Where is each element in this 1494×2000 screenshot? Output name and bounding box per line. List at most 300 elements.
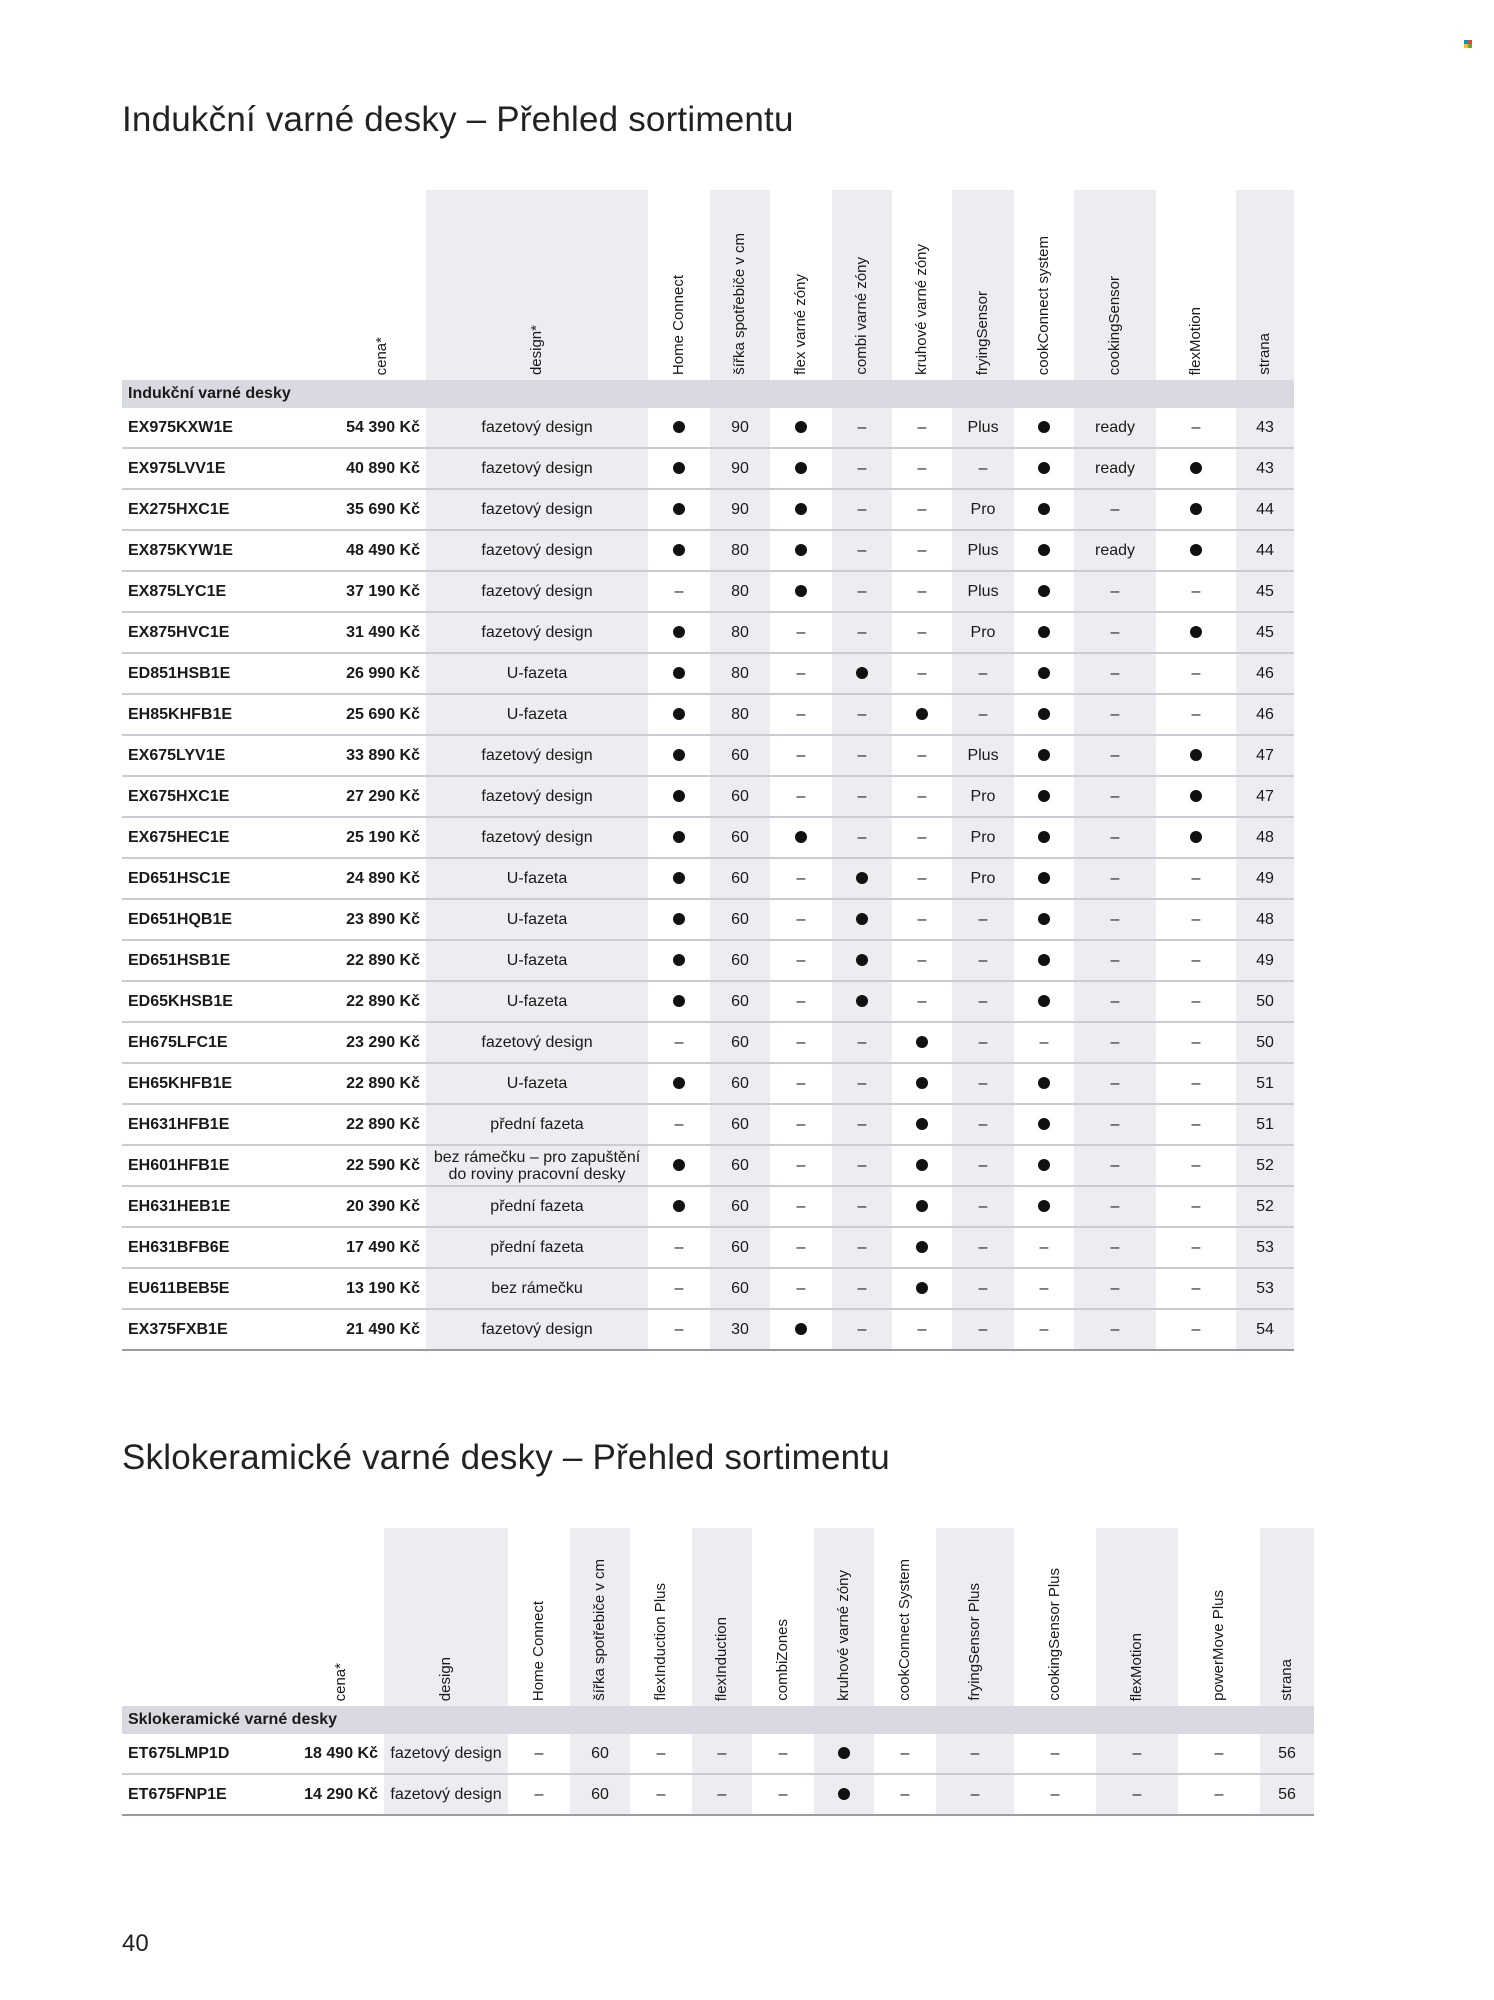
value-cell: 50 [1236,1022,1294,1063]
value-cell: – [1156,408,1236,448]
model-cell: EH601HFB1E [122,1145,338,1186]
value-cell: 60 [710,1145,770,1186]
model-cell: EX875KYW1E [122,530,338,571]
price-cell: 23 890 Kč [338,899,426,940]
design-cell: fazetový design [426,489,648,530]
price-cell: 22 890 Kč [338,1063,426,1104]
price-cell: 22 590 Kč [338,1145,426,1186]
value-cell: – [1156,653,1236,694]
value-cell: – [1074,694,1156,735]
value-cell: – [1074,612,1156,653]
value-cell: 48 [1236,817,1294,858]
table-row [122,981,1294,1022]
bullet-icon [1038,544,1050,556]
header-price: cena* [332,1662,349,1701]
value-cell: 44 [1236,489,1294,530]
table-row [122,1022,1294,1063]
value-cell: – [1178,1774,1260,1815]
section-label: Sklokeramické varné desky [122,1706,1314,1734]
design-cell: fazetový design [426,1022,648,1063]
bullet-icon [1038,462,1050,474]
value-cell: – [832,776,892,817]
value-cell [1014,735,1074,776]
price-cell: 20 390 Kč [338,1186,426,1227]
table-row [122,408,1294,448]
bullet-icon [1038,872,1050,884]
value-cell [1156,612,1236,653]
value-cell: – [892,530,952,571]
value-cell: – [952,940,1014,981]
price-cell: 25 190 Kč [338,817,426,858]
price-cell: 26 990 Kč [338,653,426,694]
value-cell [1014,408,1074,448]
header-combi-zones: combi varné zóny [832,190,892,380]
value-cell: 60 [710,735,770,776]
bullet-icon [673,544,685,556]
bullet-icon [1190,790,1202,802]
price-cell: 25 690 Kč [338,694,426,735]
value-cell [648,448,710,489]
value-cell [892,694,952,735]
value-cell: – [952,653,1014,694]
value-cell [1014,612,1074,653]
value-cell: – [770,653,832,694]
value-cell: – [770,694,832,735]
header-price: cena* [373,336,390,375]
value-cell: – [952,1104,1014,1145]
value-cell: 60 [710,1186,770,1227]
bullet-icon [673,1159,685,1171]
design-cell: fazetový design [426,408,648,448]
value-cell: – [508,1774,570,1815]
model-cell: ED851HSB1E [122,653,338,694]
value-cell: – [770,1104,832,1145]
value-cell: – [752,1734,814,1774]
value-cell: 60 [710,817,770,858]
value-cell [1014,1104,1074,1145]
header-page: strana [1260,1528,1314,1706]
model-cell: EH675LFC1E [122,1022,338,1063]
table-row [122,1145,1294,1186]
bullet-icon [1190,831,1202,843]
value-cell: – [1156,1268,1236,1309]
header-cookconnect: cookConnect system [1035,235,1052,375]
bullet-icon [1038,1200,1050,1212]
value-cell: 47 [1236,776,1294,817]
value-cell: – [832,817,892,858]
price-cell: 22 890 Kč [338,981,426,1022]
induction-section-row [122,380,1294,408]
value-cell: – [1156,1145,1236,1186]
value-cell: Plus [952,408,1014,448]
value-cell [1156,448,1236,489]
value-cell: – [1074,1104,1156,1145]
value-cell: – [832,612,892,653]
value-cell [1156,776,1236,817]
value-cell: 46 [1236,694,1294,735]
value-cell: – [952,448,1014,489]
value-cell [770,530,832,571]
bullet-icon [673,1077,685,1089]
value-cell: – [952,1268,1014,1309]
value-cell: – [892,858,952,899]
value-cell: 43 [1236,448,1294,489]
section-label: Indukční varné desky [122,380,1294,408]
value-cell: – [892,489,952,530]
bullet-icon [1038,708,1050,720]
value-cell: 51 [1236,1104,1294,1145]
table-row [122,1734,1314,1774]
bullet-icon [1038,585,1050,597]
value-cell [892,1145,952,1186]
value-cell: 43 [1236,408,1294,448]
value-cell: 51 [1236,1063,1294,1104]
price-cell: 40 890 Kč [338,448,426,489]
value-cell [892,1022,952,1063]
bullet-icon [1038,667,1050,679]
value-cell: – [1178,1734,1260,1774]
value-cell: 53 [1236,1268,1294,1309]
value-cell: – [1074,489,1156,530]
bullet-icon [673,790,685,802]
value-cell: – [770,735,832,776]
value-cell [648,1186,710,1227]
bullet-icon [1190,544,1202,556]
model-cell: EX675HEC1E [122,817,338,858]
bullet-icon [795,503,807,515]
table-row [122,1309,1294,1350]
header-flexinduction-plus: flexInduction Plus [652,1583,669,1701]
value-cell [648,981,710,1022]
value-cell: 80 [710,694,770,735]
value-cell: 49 [1236,940,1294,981]
value-cell: – [1014,1268,1074,1309]
model-cell: ED651HSB1E [122,940,338,981]
value-cell: 46 [1236,653,1294,694]
design-cell: U-fazeta [426,940,648,981]
table-row [122,817,1294,858]
value-cell: 80 [710,653,770,694]
value-cell: – [1156,858,1236,899]
value-cell: – [1156,940,1236,981]
bullet-icon [856,667,868,679]
value-cell: – [832,448,892,489]
value-cell [892,1268,952,1309]
value-cell: – [832,571,892,612]
value-cell: – [892,776,952,817]
bullet-icon [673,503,685,515]
header-model [122,190,338,380]
value-cell [832,653,892,694]
value-cell: – [952,981,1014,1022]
bullet-icon [1038,503,1050,515]
value-cell: 80 [710,571,770,612]
value-cell [892,1104,952,1145]
value-cell [648,776,710,817]
value-cell [648,858,710,899]
value-cell [1014,776,1074,817]
model-cell: EH65KHFB1E [122,1063,338,1104]
bullet-icon [916,708,928,720]
value-cell: 48 [1236,899,1294,940]
value-cell: – [952,1309,1014,1350]
bullet-icon [856,872,868,884]
value-cell: 80 [710,612,770,653]
value-cell [1014,981,1074,1022]
header-flexmotion: flexMotion [1096,1528,1178,1706]
ceramic-table [122,1528,1314,1816]
value-cell: Plus [952,571,1014,612]
price-cell: 17 490 Kč [338,1227,426,1268]
value-cell: 52 [1236,1145,1294,1186]
value-cell: 50 [1236,981,1294,1022]
value-cell: – [770,981,832,1022]
value-cell: – [1156,899,1236,940]
brand-logo-icon [1464,40,1472,48]
value-cell: – [1156,571,1236,612]
bullet-icon [916,1282,928,1294]
value-cell [1014,858,1074,899]
value-cell: – [832,1145,892,1186]
value-cell: – [1074,940,1156,981]
value-cell: – [508,1734,570,1774]
price-cell: 14 290 Kč [298,1774,384,1815]
value-cell: – [1074,1186,1156,1227]
model-cell: ET675LMP1D [122,1734,298,1774]
bullet-icon [856,913,868,925]
bullet-icon [1038,1159,1050,1171]
header-round-zones: kruhové varné zóny [814,1528,874,1706]
value-cell: – [952,694,1014,735]
bullet-icon [795,462,807,474]
value-cell [1156,735,1236,776]
header-flex-zones: flex varné zóny [792,274,809,375]
model-cell: EX975KXW1E [122,408,338,448]
bullet-icon [673,831,685,843]
value-cell [1014,899,1074,940]
header-cookconnect: cookConnect System [896,1559,913,1701]
induction-header-row [122,190,1294,380]
value-cell: – [648,1309,710,1350]
value-cell: – [1074,1268,1156,1309]
design-cell: fazetový design [384,1774,508,1815]
value-cell [1014,653,1074,694]
price-cell: 23 290 Kč [338,1022,426,1063]
value-cell: – [770,1227,832,1268]
value-cell: – [1156,1227,1236,1268]
value-cell: 60 [710,1022,770,1063]
bullet-icon [673,913,685,925]
value-cell [1014,940,1074,981]
bullet-icon [1038,913,1050,925]
price-cell: 48 490 Kč [338,530,426,571]
table-row [122,653,1294,694]
value-cell: – [1074,1022,1156,1063]
value-cell: – [952,899,1014,940]
bullet-icon [916,1241,928,1253]
model-cell: EU611BEB5E [122,1268,338,1309]
value-cell [648,1063,710,1104]
header-width: šířka spotřebiče v cm [570,1528,630,1706]
header-home-connect: Home Connect [530,1600,547,1701]
value-cell [1014,817,1074,858]
value-cell: – [952,1227,1014,1268]
value-cell: – [832,1309,892,1350]
design-cell: fazetový design [426,735,648,776]
value-cell: – [770,1022,832,1063]
value-cell: – [1074,1063,1156,1104]
design-cell: fazetový design [426,612,648,653]
design-cell: U-fazeta [426,1063,648,1104]
model-cell: ED651HSC1E [122,858,338,899]
value-cell [892,1227,952,1268]
design-cell: přední fazeta [426,1227,648,1268]
bullet-icon [838,1747,850,1759]
ceramic-header-row [122,1528,1314,1706]
price-cell: 22 890 Kč [338,1104,426,1145]
bullet-icon [856,995,868,1007]
value-cell: 56 [1260,1734,1314,1774]
bullet-icon [795,585,807,597]
value-cell: – [832,694,892,735]
value-cell: – [692,1774,752,1815]
value-cell: – [874,1734,936,1774]
value-cell: 60 [710,1104,770,1145]
model-cell: EH631BFB6E [122,1227,338,1268]
model-cell: EX875HVC1E [122,612,338,653]
value-cell: 53 [1236,1227,1294,1268]
value-cell: – [1014,1309,1074,1350]
value-cell: 60 [710,981,770,1022]
value-cell: – [936,1734,1014,1774]
value-cell: – [832,735,892,776]
value-cell [770,489,832,530]
value-cell: – [832,1268,892,1309]
value-cell: Pro [952,489,1014,530]
value-cell: – [832,1227,892,1268]
value-cell: – [770,776,832,817]
value-cell: 49 [1236,858,1294,899]
value-cell [892,1063,952,1104]
value-cell: – [892,981,952,1022]
value-cell: – [1074,776,1156,817]
value-cell [814,1774,874,1815]
model-cell: EX275HXC1E [122,489,338,530]
value-cell: – [770,1268,832,1309]
table-row [122,940,1294,981]
value-cell: – [952,1145,1014,1186]
model-cell: EX675HXC1E [122,776,338,817]
bullet-icon [673,749,685,761]
value-cell: ready [1074,530,1156,571]
value-cell: – [770,940,832,981]
bullet-icon [673,708,685,720]
header-flexmotion: flexMotion [1187,306,1204,375]
value-cell: – [770,899,832,940]
value-cell: – [1074,981,1156,1022]
value-cell: – [1074,571,1156,612]
value-cell: – [1074,1309,1156,1350]
table-row [122,776,1294,817]
value-cell: – [1074,1145,1156,1186]
design-cell: přední fazeta [426,1186,648,1227]
value-cell: Plus [952,735,1014,776]
table-row [122,694,1294,735]
value-cell: ready [1074,448,1156,489]
price-cell: 22 890 Kč [338,940,426,981]
value-cell [1014,694,1074,735]
value-cell [648,408,710,448]
value-cell: 60 [710,940,770,981]
table-row [122,858,1294,899]
price-cell: 35 690 Kč [338,489,426,530]
header-combizones: combiZones [774,1619,791,1701]
header-cooking-sensor: cookingSensor [1074,190,1156,380]
value-cell [892,1186,952,1227]
value-cell [770,448,832,489]
design-cell: přední fazeta [426,1104,648,1145]
bullet-icon [673,954,685,966]
value-cell [648,817,710,858]
value-cell [1014,571,1074,612]
value-cell [648,530,710,571]
table-row [122,530,1294,571]
value-cell: – [952,1186,1014,1227]
value-cell [648,940,710,981]
model-cell: EX975LVV1E [122,448,338,489]
bullet-icon [856,954,868,966]
bullet-icon [1038,626,1050,638]
value-cell: – [892,612,952,653]
bullet-icon [1190,462,1202,474]
bullet-icon [1038,749,1050,761]
price-cell: 31 490 Kč [338,612,426,653]
value-cell: – [770,1145,832,1186]
value-cell [832,858,892,899]
value-cell: – [1014,1774,1096,1815]
model-cell: ED651HQB1E [122,899,338,940]
bullet-icon [673,462,685,474]
header-frying-sensor-plus: fryingSensor Plus [936,1528,1014,1706]
value-cell [770,1309,832,1350]
value-cell: – [692,1734,752,1774]
price-cell: 27 290 Kč [338,776,426,817]
value-cell: Pro [952,612,1014,653]
header-frying-sensor: fryingSensor [952,190,1014,380]
bullet-icon [1038,831,1050,843]
value-cell: 60 [570,1734,630,1774]
value-cell: – [832,489,892,530]
value-cell: – [1156,694,1236,735]
bullet-icon [673,667,685,679]
value-cell: 45 [1236,571,1294,612]
value-cell: 80 [710,530,770,571]
value-cell: Pro [952,776,1014,817]
bullet-icon [673,626,685,638]
header-design: design [384,1528,508,1706]
value-cell [832,981,892,1022]
value-cell: 47 [1236,735,1294,776]
value-cell: – [892,940,952,981]
value-cell: – [936,1774,1014,1815]
table-row [122,489,1294,530]
header-round-zones: kruhové varné zóny [913,244,930,375]
header-powermove-plus: powerMove Plus [1210,1590,1227,1701]
value-cell: – [832,1022,892,1063]
table-row [122,735,1294,776]
value-cell: ready [1074,408,1156,448]
design-cell: fazetový design [426,448,648,489]
